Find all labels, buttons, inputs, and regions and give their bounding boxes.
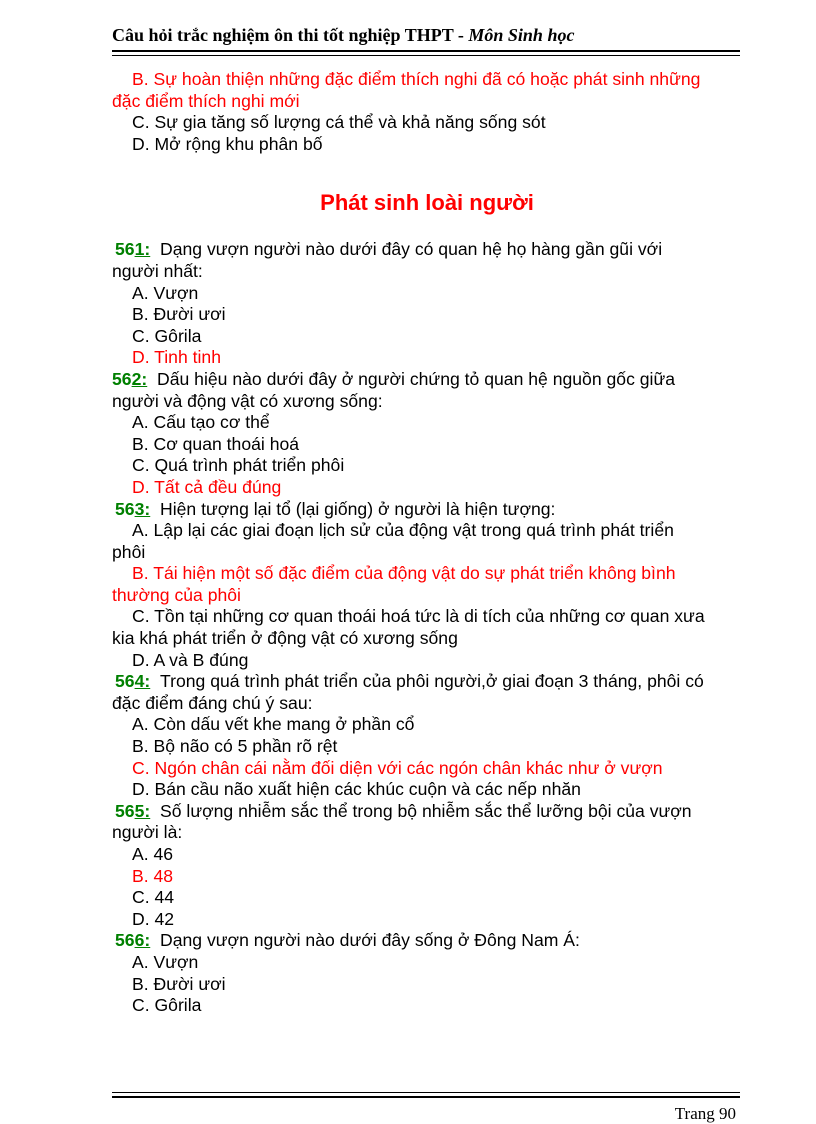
question-number: 564: (115, 671, 151, 692)
page-header (112, 22, 740, 48)
option: C. Gôrila (132, 995, 202, 1016)
option: A. Lập lại các giai đoạn lịch sử của động vật trong quá trình phát triển (132, 520, 674, 541)
header-separator: - (453, 25, 469, 45)
footer-rule-thin (112, 1092, 740, 1093)
option: D. A và B đúng (132, 649, 249, 670)
option-correct: B. Tái hiện một số đặc điểm của động vật do sự phát triển không bình (132, 563, 676, 584)
question-stem (112, 801, 762, 823)
option-continuation: kia khá phát triển ở động vật có xương sống (112, 628, 458, 649)
spacer (112, 155, 762, 188)
footer-rule (112, 1096, 740, 1098)
option-correct: B. 48 (132, 865, 174, 886)
option: C. Quá trình phát triển phôi (132, 455, 345, 476)
question-number: 566: (115, 930, 151, 951)
header-title: Câu hỏi trắc nghiệm ôn thi tốt nghiệp THPT (112, 25, 454, 45)
question-text: Hiện tượng lại tổ (lại giống) ở người là hiện tượng: (160, 498, 556, 519)
question-stem (112, 239, 762, 261)
option-correct: D. Tinh tinh (132, 347, 221, 368)
option: D. 42 (132, 908, 175, 929)
option: A. Vượn (132, 951, 199, 972)
option: C. Sự gia tăng số lượng cá thể và khả năng sống sót (132, 112, 546, 133)
question-text: Số lượng nhiễm sắc thể trong bộ nhiễm sắc thể lưỡng bội của vượn (160, 800, 692, 821)
option: B. Bộ não có 5 phần rõ rệt (132, 736, 338, 757)
spacer (112, 218, 762, 239)
question (112, 499, 762, 672)
question-text-continuation: người là: (112, 822, 183, 843)
option: C. Gôrila (132, 325, 202, 346)
option-continuation: thường của phôi (112, 584, 241, 605)
option-correct: B. Sự hoàn thiện những đặc điểm thích nghi đã có hoặc phát sinh những (132, 69, 701, 89)
question-stem (112, 499, 762, 521)
option: C. Tồn tại những cơ quan thoái hoá tức là di tích của những cơ quan xưa (132, 606, 705, 627)
question-text-continuation: người nhất: (112, 260, 203, 281)
option-correct: D. Tất cả đều đúng (132, 476, 282, 497)
question-stem (112, 930, 762, 952)
question-text: Dấu hiệu nào dưới đây ở người chứng tỏ quan hệ nguồn gốc giữa (157, 368, 676, 389)
option: B. Đười ươi (132, 973, 226, 994)
option: B. Cơ quan thoái hoá (132, 433, 300, 454)
option: A. Vượn (132, 282, 199, 303)
option-correct: C. Ngón chân cái nằm đối diện với các ngón chân khác như ở vượn (132, 757, 663, 778)
header-text (112, 22, 740, 48)
question-number: 565: (115, 800, 151, 821)
question-number: 563: (115, 498, 151, 519)
page-number: Trang 90 (674, 1104, 736, 1123)
question (112, 930, 762, 1016)
question-text: Trong quá trình phát triển của phôi người,ở giai đoạn 3 tháng, phôi có (160, 671, 704, 692)
question-text-continuation: người và động vật có xương sống: (112, 390, 383, 411)
document-body (112, 69, 762, 1017)
question-text-continuation: đặc điểm đáng chú ý sau: (112, 692, 313, 713)
question-stem (112, 671, 762, 693)
header-rule (112, 50, 740, 52)
question-text: Dạng vượn người nào dưới đây sống ở Đông Nam Á: (160, 930, 580, 951)
option: A. Cấu tạo cơ thể (132, 412, 270, 433)
header-subject: Môn Sinh học (468, 25, 575, 45)
option-continuation: đặc điểm thích nghi mới (112, 90, 300, 111)
question-stem (112, 369, 762, 391)
question (112, 239, 762, 369)
option: B. Đười ươi (132, 304, 226, 325)
option: A. Còn dấu vết khe mang ở phần cổ (132, 714, 415, 735)
question (112, 671, 762, 801)
option: D. Bán cầu não xuất hiện các khúc cuộn và các nếp nhăn (132, 779, 581, 800)
question-number: 561: (115, 239, 151, 260)
section-title: Phát sinh loài người (320, 190, 534, 216)
option: A. 46 (132, 844, 174, 864)
option: C. 44 (132, 887, 175, 908)
question (112, 801, 762, 931)
option-continuation: phôi (112, 541, 146, 562)
header-rule-thin (112, 55, 740, 56)
prev-question-options (112, 69, 762, 155)
option: D. Mở rộng khu phân bố (132, 133, 323, 154)
question-number: 562: (112, 368, 148, 389)
question (112, 369, 762, 499)
question-text: Dạng vượn người nào dưới đây có quan hệ họ hàng gần gũi với (160, 239, 663, 260)
